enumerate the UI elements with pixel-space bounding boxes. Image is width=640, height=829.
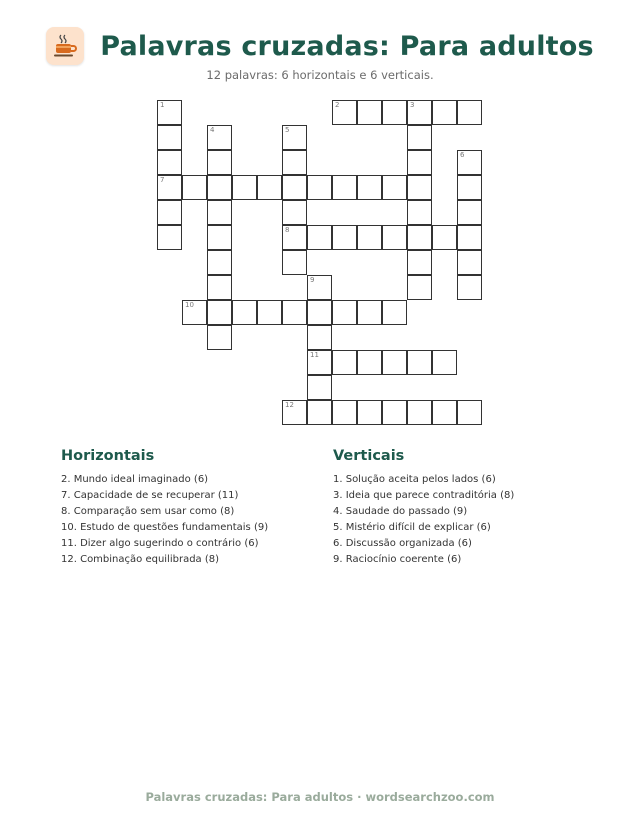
grid-cell[interactable] [207, 300, 232, 325]
grid-cell[interactable] [332, 350, 357, 375]
across-clue: 7. Capacidade de se recuperar (11) [61, 490, 239, 501]
across-clue: 2. Mundo ideal imaginado (6) [61, 474, 209, 485]
grid-cell[interactable] [457, 100, 482, 125]
grid-cell[interactable] [382, 300, 407, 325]
grid-cell[interactable] [157, 200, 182, 225]
grid-cell[interactable] [157, 225, 182, 250]
grid-cell[interactable] [332, 100, 357, 125]
grid-cell[interactable] [432, 350, 457, 375]
grid-cell[interactable] [157, 175, 182, 200]
clue-number: 8 [285, 226, 290, 234]
grid-cell[interactable] [457, 225, 482, 250]
grid-cell[interactable] [207, 150, 232, 175]
coffee-cup-icon [46, 27, 84, 65]
across-clue: 8. Comparação sem usar como (8) [61, 506, 235, 517]
grid-cell[interactable] [457, 175, 482, 200]
grid-cell[interactable] [332, 400, 357, 425]
grid-cell[interactable] [407, 250, 432, 275]
grid-cell[interactable] [282, 400, 307, 425]
grid-cell[interactable] [407, 150, 432, 175]
clue-number: 5 [285, 126, 290, 134]
grid-cell[interactable] [207, 125, 232, 150]
grid-cell[interactable] [307, 300, 332, 325]
grid-cell[interactable] [282, 200, 307, 225]
clue-number: 12 [285, 401, 294, 409]
grid-cell[interactable] [382, 225, 407, 250]
grid-cell[interactable] [282, 250, 307, 275]
grid-cell[interactable] [332, 300, 357, 325]
grid-cell[interactable] [432, 100, 457, 125]
grid-cell[interactable] [357, 300, 382, 325]
grid-cell[interactable] [357, 225, 382, 250]
clue-number: 10 [185, 301, 194, 309]
grid-cell[interactable] [207, 175, 232, 200]
down-clue: 9. Raciocínio coerente (6) [333, 554, 462, 565]
grid-cell[interactable] [407, 100, 432, 125]
across-clue: 11. Dizer algo sugerindo o contrário (6) [61, 538, 259, 549]
clue-number: 4 [210, 126, 215, 134]
grid-cell[interactable] [382, 400, 407, 425]
grid-cell[interactable] [407, 400, 432, 425]
grid-cell[interactable] [407, 125, 432, 150]
clue-number: 7 [160, 176, 165, 184]
grid-cell[interactable] [407, 350, 432, 375]
grid-cell[interactable] [332, 175, 357, 200]
clue-number: 9 [310, 276, 315, 284]
grid-cell[interactable] [307, 325, 332, 350]
page-header [0, 22, 640, 70]
down-clue: 4. Saudade do passado (9) [333, 506, 468, 517]
grid-cell[interactable] [157, 125, 182, 150]
grid-cell[interactable] [432, 225, 457, 250]
grid-cell[interactable] [307, 225, 332, 250]
grid-cell[interactable] [207, 225, 232, 250]
grid-cell[interactable] [432, 400, 457, 425]
grid-cell[interactable] [207, 250, 232, 275]
grid-cell[interactable] [457, 400, 482, 425]
grid-cell[interactable] [207, 275, 232, 300]
grid-cell[interactable] [307, 175, 332, 200]
grid-cell[interactable] [407, 275, 432, 300]
grid-cell[interactable] [457, 275, 482, 300]
grid-cell[interactable] [207, 200, 232, 225]
grid-cell[interactable] [307, 275, 332, 300]
grid-cell[interactable] [457, 150, 482, 175]
across-clues [61, 448, 341, 568]
grid-cell[interactable] [232, 300, 257, 325]
down-clues [333, 448, 613, 568]
grid-cell[interactable] [182, 175, 207, 200]
grid-cell[interactable] [282, 150, 307, 175]
grid-cell[interactable] [157, 100, 182, 125]
grid-cell[interactable] [382, 175, 407, 200]
down-heading: Verticais [333, 448, 405, 464]
grid-cell[interactable] [182, 300, 207, 325]
grid-cell[interactable] [307, 350, 332, 375]
grid-cell[interactable] [257, 175, 282, 200]
down-clue: 1. Solução aceita pelos lados (6) [333, 474, 496, 485]
grid-cell[interactable] [332, 225, 357, 250]
grid-cell[interactable] [307, 400, 332, 425]
grid-cell[interactable] [382, 100, 407, 125]
grid-cell[interactable] [407, 175, 432, 200]
grid-cell[interactable] [282, 225, 307, 250]
grid-cell[interactable] [357, 350, 382, 375]
clue-number: 3 [410, 101, 415, 109]
grid-cell[interactable] [282, 125, 307, 150]
across-clue: 10. Estudo de questões fundamentais (9) [61, 522, 269, 533]
clue-number: 11 [310, 351, 319, 359]
down-clue: 5. Mistério difícil de explicar (6) [333, 522, 491, 533]
page-title: Palavras cruzadas: Para adultos [100, 30, 594, 62]
page-footer: Palavras cruzadas: Para adultos · wordsearchzoo.com [145, 790, 495, 804]
clue-number: 2 [335, 101, 340, 109]
grid-cell[interactable] [157, 150, 182, 175]
grid-cell[interactable] [257, 300, 282, 325]
grid-cell[interactable] [357, 100, 382, 125]
clue-number: 6 [460, 151, 465, 159]
grid-cell[interactable] [407, 200, 432, 225]
grid-cell[interactable] [207, 325, 232, 350]
clue-number: 1 [160, 101, 165, 109]
grid-cell[interactable] [457, 200, 482, 225]
grid-cell[interactable] [357, 175, 382, 200]
down-clue: 3. Ideia que parece contraditória (8) [333, 490, 515, 501]
grid-cell[interactable] [382, 350, 407, 375]
grid-cell[interactable] [357, 400, 382, 425]
grid-cell[interactable] [307, 375, 332, 400]
grid-cell[interactable] [457, 250, 482, 275]
grid-cell[interactable] [407, 225, 432, 250]
down-clue: 6. Discussão organizada (6) [333, 538, 472, 549]
across-clue: 12. Combinação equilibrada (8) [61, 554, 220, 565]
grid-cell[interactable] [282, 175, 307, 200]
grid-cell[interactable] [282, 300, 307, 325]
across-heading: Horizontais [61, 448, 155, 464]
page-subtitle: 12 palavras: 6 horizontais e 6 verticais. [206, 68, 434, 82]
grid-cell[interactable] [232, 175, 257, 200]
